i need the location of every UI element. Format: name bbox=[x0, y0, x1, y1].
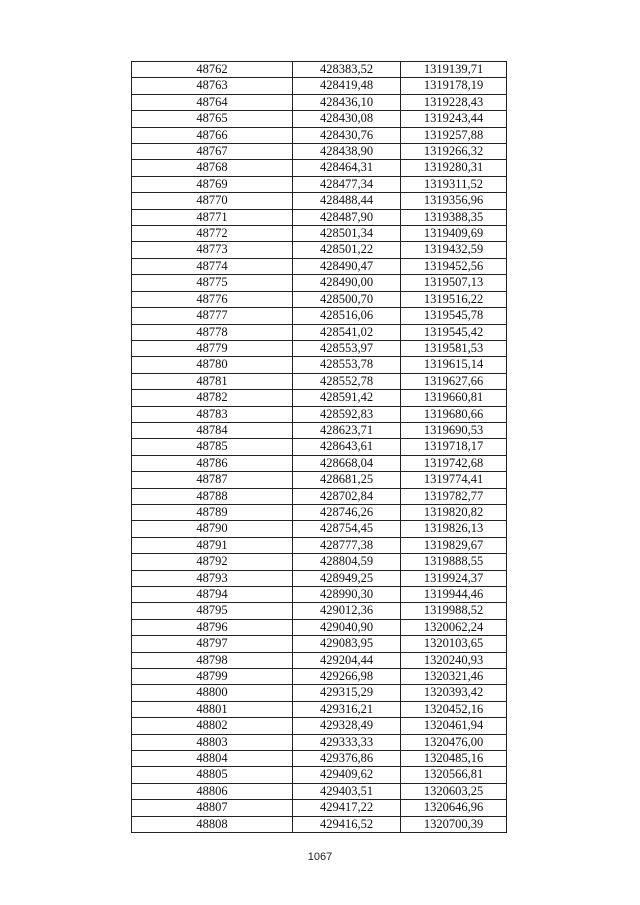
x-coordinate-cell: 428746,26 bbox=[293, 504, 401, 520]
x-coordinate-cell: 428702,84 bbox=[293, 488, 401, 504]
y-coordinate-cell: 1319944,46 bbox=[401, 587, 507, 603]
y-coordinate-cell: 1319829,67 bbox=[401, 537, 507, 553]
y-coordinate-cell: 1319266,32 bbox=[401, 144, 507, 160]
table-row bbox=[132, 324, 507, 340]
y-coordinate-cell: 1320393,42 bbox=[401, 685, 507, 701]
x-coordinate-cell: 429315,29 bbox=[293, 685, 401, 701]
x-coordinate-cell: 428552,78 bbox=[293, 373, 401, 389]
table-row bbox=[132, 800, 507, 816]
x-coordinate-cell: 429316,21 bbox=[293, 701, 401, 717]
x-coordinate-cell: 428419,48 bbox=[293, 78, 401, 94]
point-id-cell: 48766 bbox=[132, 127, 293, 143]
y-coordinate-cell: 1319139,71 bbox=[401, 62, 507, 78]
table-row bbox=[132, 669, 507, 685]
point-id-cell: 48793 bbox=[132, 570, 293, 586]
y-coordinate-cell: 1319826,13 bbox=[401, 521, 507, 537]
x-coordinate-cell: 428804,59 bbox=[293, 554, 401, 570]
point-id-cell: 48800 bbox=[132, 685, 293, 701]
table-row bbox=[132, 652, 507, 668]
table-row bbox=[132, 94, 507, 110]
point-id-cell: 48770 bbox=[132, 193, 293, 209]
table-row bbox=[132, 718, 507, 734]
table-row bbox=[132, 636, 507, 652]
table-row bbox=[132, 308, 507, 324]
x-coordinate-cell: 428501,34 bbox=[293, 226, 401, 242]
point-id-cell: 48805 bbox=[132, 767, 293, 783]
point-id-cell: 48802 bbox=[132, 718, 293, 734]
table-row bbox=[132, 62, 507, 78]
x-coordinate-cell: 429083,95 bbox=[293, 636, 401, 652]
point-id-cell: 48782 bbox=[132, 390, 293, 406]
x-coordinate-cell: 428477,34 bbox=[293, 176, 401, 192]
x-coordinate-cell: 428516,06 bbox=[293, 308, 401, 324]
point-id-cell: 48767 bbox=[132, 144, 293, 160]
point-id-cell: 48804 bbox=[132, 751, 293, 767]
y-coordinate-cell: 1319178,19 bbox=[401, 78, 507, 94]
table-row bbox=[132, 767, 507, 783]
y-coordinate-cell: 1319888,55 bbox=[401, 554, 507, 570]
table-row bbox=[132, 291, 507, 307]
table-row bbox=[132, 455, 507, 471]
point-id-cell: 48789 bbox=[132, 504, 293, 520]
y-coordinate-cell: 1320062,24 bbox=[401, 619, 507, 635]
y-coordinate-cell: 1319988,52 bbox=[401, 603, 507, 619]
point-id-cell: 48796 bbox=[132, 619, 293, 635]
x-coordinate-cell: 429204,44 bbox=[293, 652, 401, 668]
x-coordinate-cell: 428430,08 bbox=[293, 111, 401, 127]
x-coordinate-cell: 428591,42 bbox=[293, 390, 401, 406]
y-coordinate-cell: 1319782,77 bbox=[401, 488, 507, 504]
point-id-cell: 48779 bbox=[132, 340, 293, 356]
point-id-cell: 48784 bbox=[132, 422, 293, 438]
x-coordinate-cell: 429376,86 bbox=[293, 751, 401, 767]
point-id-cell: 48785 bbox=[132, 439, 293, 455]
y-coordinate-cell: 1319680,66 bbox=[401, 406, 507, 422]
point-id-cell: 48801 bbox=[132, 701, 293, 717]
y-coordinate-cell: 1320452,16 bbox=[401, 701, 507, 717]
table-row bbox=[132, 209, 507, 225]
y-coordinate-cell: 1319356,96 bbox=[401, 193, 507, 209]
point-id-cell: 48765 bbox=[132, 111, 293, 127]
table-row bbox=[132, 488, 507, 504]
x-coordinate-cell: 429416,52 bbox=[293, 816, 401, 832]
x-coordinate-cell: 428777,38 bbox=[293, 537, 401, 553]
table-row bbox=[132, 357, 507, 373]
y-coordinate-cell: 1319452,56 bbox=[401, 258, 507, 274]
point-id-cell: 48791 bbox=[132, 537, 293, 553]
y-coordinate-cell: 1319388,35 bbox=[401, 209, 507, 225]
x-coordinate-cell: 428541,02 bbox=[293, 324, 401, 340]
table-row bbox=[132, 701, 507, 717]
table-row bbox=[132, 373, 507, 389]
table-row bbox=[132, 472, 507, 488]
y-coordinate-cell: 1319718,17 bbox=[401, 439, 507, 455]
x-coordinate-cell: 428990,30 bbox=[293, 587, 401, 603]
table-row bbox=[132, 258, 507, 274]
table-row bbox=[132, 554, 507, 570]
x-coordinate-cell: 428949,25 bbox=[293, 570, 401, 586]
y-coordinate-cell: 1319742,68 bbox=[401, 455, 507, 471]
point-id-cell: 48780 bbox=[132, 357, 293, 373]
table-row bbox=[132, 242, 507, 258]
y-coordinate-cell: 1320240,93 bbox=[401, 652, 507, 668]
table-row bbox=[132, 603, 507, 619]
y-coordinate-cell: 1319924,37 bbox=[401, 570, 507, 586]
point-id-cell: 48807 bbox=[132, 800, 293, 816]
x-coordinate-cell: 428488,44 bbox=[293, 193, 401, 209]
y-coordinate-cell: 1320603,25 bbox=[401, 783, 507, 799]
point-id-cell: 48783 bbox=[132, 406, 293, 422]
point-id-cell: 48799 bbox=[132, 669, 293, 685]
x-coordinate-cell: 429403,51 bbox=[293, 783, 401, 799]
y-coordinate-cell: 1319432,59 bbox=[401, 242, 507, 258]
table-row bbox=[132, 406, 507, 422]
y-coordinate-cell: 1319545,42 bbox=[401, 324, 507, 340]
point-id-cell: 48768 bbox=[132, 160, 293, 176]
y-coordinate-cell: 1320103,65 bbox=[401, 636, 507, 652]
y-coordinate-cell: 1320485,16 bbox=[401, 751, 507, 767]
y-coordinate-cell: 1319516,22 bbox=[401, 291, 507, 307]
x-coordinate-cell: 428500,70 bbox=[293, 291, 401, 307]
y-coordinate-cell: 1319409,69 bbox=[401, 226, 507, 242]
y-coordinate-cell: 1319507,13 bbox=[401, 275, 507, 291]
point-id-cell: 48808 bbox=[132, 816, 293, 832]
y-coordinate-cell: 1319243,44 bbox=[401, 111, 507, 127]
x-coordinate-cell: 428643,61 bbox=[293, 439, 401, 455]
table-row bbox=[132, 734, 507, 750]
coordinates-table-body bbox=[132, 62, 507, 833]
x-coordinate-cell: 428464,31 bbox=[293, 160, 401, 176]
point-id-cell: 48781 bbox=[132, 373, 293, 389]
point-id-cell: 48806 bbox=[132, 783, 293, 799]
table-row bbox=[132, 144, 507, 160]
page-number: 1067 bbox=[307, 851, 333, 863]
table-row bbox=[132, 390, 507, 406]
point-id-cell: 48764 bbox=[132, 94, 293, 110]
y-coordinate-cell: 1320476,00 bbox=[401, 734, 507, 750]
table-row bbox=[132, 422, 507, 438]
y-coordinate-cell: 1319228,43 bbox=[401, 94, 507, 110]
point-id-cell: 48772 bbox=[132, 226, 293, 242]
point-id-cell: 48776 bbox=[132, 291, 293, 307]
point-id-cell: 48778 bbox=[132, 324, 293, 340]
table-row bbox=[132, 685, 507, 701]
x-coordinate-cell: 429266,98 bbox=[293, 669, 401, 685]
point-id-cell: 48773 bbox=[132, 242, 293, 258]
table-row bbox=[132, 537, 507, 553]
y-coordinate-cell: 1320646,96 bbox=[401, 800, 507, 816]
x-coordinate-cell: 428553,78 bbox=[293, 357, 401, 373]
x-coordinate-cell: 428623,71 bbox=[293, 422, 401, 438]
point-id-cell: 48794 bbox=[132, 587, 293, 603]
table-row bbox=[132, 816, 507, 832]
point-id-cell: 48792 bbox=[132, 554, 293, 570]
y-coordinate-cell: 1319690,53 bbox=[401, 422, 507, 438]
y-coordinate-cell: 1320566,81 bbox=[401, 767, 507, 783]
table-row bbox=[132, 193, 507, 209]
table-row bbox=[132, 111, 507, 127]
table-row bbox=[132, 340, 507, 356]
y-coordinate-cell: 1319280,31 bbox=[401, 160, 507, 176]
table-row bbox=[132, 160, 507, 176]
y-coordinate-cell: 1319581,53 bbox=[401, 340, 507, 356]
y-coordinate-cell: 1319820,82 bbox=[401, 504, 507, 520]
point-id-cell: 48762 bbox=[132, 62, 293, 78]
x-coordinate-cell: 428487,90 bbox=[293, 209, 401, 225]
point-id-cell: 48795 bbox=[132, 603, 293, 619]
x-coordinate-cell: 428501,22 bbox=[293, 242, 401, 258]
y-coordinate-cell: 1320461,94 bbox=[401, 718, 507, 734]
x-coordinate-cell: 428681,25 bbox=[293, 472, 401, 488]
point-id-cell: 48771 bbox=[132, 209, 293, 225]
x-coordinate-cell: 428436,10 bbox=[293, 94, 401, 110]
table-row bbox=[132, 570, 507, 586]
x-coordinate-cell: 429333,33 bbox=[293, 734, 401, 750]
table-row bbox=[132, 751, 507, 767]
x-coordinate-cell: 428490,47 bbox=[293, 258, 401, 274]
x-coordinate-cell: 428438,90 bbox=[293, 144, 401, 160]
table-row bbox=[132, 783, 507, 799]
x-coordinate-cell: 429328,49 bbox=[293, 718, 401, 734]
point-id-cell: 48788 bbox=[132, 488, 293, 504]
point-id-cell: 48769 bbox=[132, 176, 293, 192]
table-row bbox=[132, 439, 507, 455]
y-coordinate-cell: 1319257,88 bbox=[401, 127, 507, 143]
table-row bbox=[132, 127, 507, 143]
table-row bbox=[132, 226, 507, 242]
table-row bbox=[132, 521, 507, 537]
x-coordinate-cell: 428383,52 bbox=[293, 62, 401, 78]
x-coordinate-cell: 429417,22 bbox=[293, 800, 401, 816]
y-coordinate-cell: 1319311,52 bbox=[401, 176, 507, 192]
point-id-cell: 48798 bbox=[132, 652, 293, 668]
point-id-cell: 48774 bbox=[132, 258, 293, 274]
table-row bbox=[132, 176, 507, 192]
x-coordinate-cell: 428553,97 bbox=[293, 340, 401, 356]
x-coordinate-cell: 429409,62 bbox=[293, 767, 401, 783]
y-coordinate-cell: 1319627,66 bbox=[401, 373, 507, 389]
x-coordinate-cell: 428754,45 bbox=[293, 521, 401, 537]
x-coordinate-cell: 428490,00 bbox=[293, 275, 401, 291]
coordinates-table bbox=[131, 61, 507, 833]
y-coordinate-cell: 1319774,41 bbox=[401, 472, 507, 488]
point-id-cell: 48777 bbox=[132, 308, 293, 324]
point-id-cell: 48775 bbox=[132, 275, 293, 291]
x-coordinate-cell: 428430,76 bbox=[293, 127, 401, 143]
table-row bbox=[132, 587, 507, 603]
point-id-cell: 48797 bbox=[132, 636, 293, 652]
point-id-cell: 48787 bbox=[132, 472, 293, 488]
table-row bbox=[132, 78, 507, 94]
x-coordinate-cell: 428592,83 bbox=[293, 406, 401, 422]
table-row bbox=[132, 504, 507, 520]
point-id-cell: 48803 bbox=[132, 734, 293, 750]
y-coordinate-cell: 1320700,39 bbox=[401, 816, 507, 832]
table-row bbox=[132, 619, 507, 635]
y-coordinate-cell: 1319615,14 bbox=[401, 357, 507, 373]
point-id-cell: 48786 bbox=[132, 455, 293, 471]
x-coordinate-cell: 429012,36 bbox=[293, 603, 401, 619]
y-coordinate-cell: 1319545,78 bbox=[401, 308, 507, 324]
point-id-cell: 48790 bbox=[132, 521, 293, 537]
point-id-cell: 48763 bbox=[132, 78, 293, 94]
x-coordinate-cell: 429040,90 bbox=[293, 619, 401, 635]
y-coordinate-cell: 1319660,81 bbox=[401, 390, 507, 406]
table-row bbox=[132, 275, 507, 291]
x-coordinate-cell: 428668,04 bbox=[293, 455, 401, 471]
y-coordinate-cell: 1320321,46 bbox=[401, 669, 507, 685]
